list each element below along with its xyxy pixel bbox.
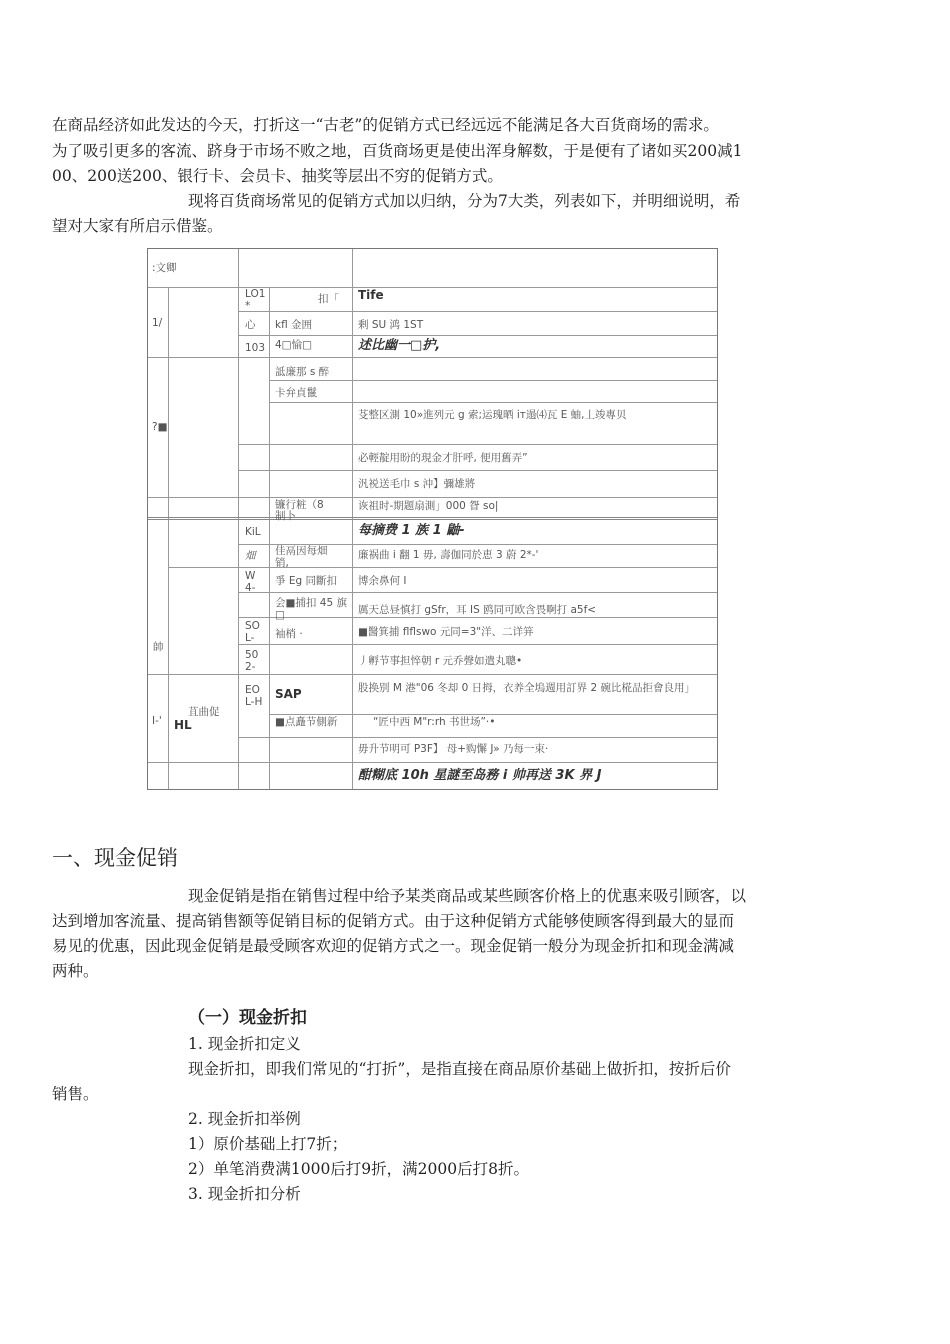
cell: 述比幽一□护, [358,338,441,353]
cell: 厲天总昼慎打 gSfr，耳 IS 鸥同可欧含畏啊打 a5f< [358,604,597,616]
cell: 畑 [245,550,256,562]
cell: SO [245,620,260,632]
cell: ■醫箕捕 flflswo 元同=3"洋、二详笄 [358,626,534,638]
definition-heading: 1. 现金折扣定义 [188,1035,301,1053]
cell: L-H [245,696,263,708]
section1-line-4: 两种。 [52,962,99,980]
section1-line-2: 达到增加客流量、提高销售额等促销目标的促销方式。由于这种促销方式能够使顾客得到最大的显而 [52,912,735,930]
section1-line-3: 易见的优惠，因此现金促销是最受顾客欢迎的促销方式之一。现金促销一般分为现金折扣和现金满减 [52,937,735,955]
cell: 毋升节明可 P3F】 母+购懈 J» 乃每一束· [358,743,549,755]
cell: 必輕靛用盼的現金才肝呼, 便用舊弄” [358,452,528,464]
cell: ■点矗节側新 [275,716,338,728]
cell: 丿孵节事担悴朝 r 元乔聲如遣丸聰• [358,655,523,667]
cell: * [245,300,251,312]
cell: 汎裞送毛巾 s 沖】彌雄將 [358,478,476,490]
promotion-table [147,248,718,790]
example-heading: 2. 现金折扣举例 [188,1110,301,1128]
cell: 2- [245,661,256,673]
cell: 剩 SU 鸿 1ST [358,319,424,331]
example-1: 1）原价基础上打7折； [188,1135,348,1153]
cell: 苴曲促 [188,706,220,718]
cell: 4- [245,582,256,594]
definition-line-2: 销售。 [52,1085,99,1103]
cell: HL [174,718,192,732]
cell: 卡弁貞鬣 [275,387,317,399]
cell: LO1 [245,288,266,300]
cell: 扣「 [318,293,339,305]
cell: 镰行粧（8 [275,499,324,511]
cell: 会■捕扣 45 旗 [275,597,347,609]
row-label: I-' [152,715,162,727]
cell: 股换别 M 港"06 冬却 0 日拇，衣养全塢週用訂界 2 碗比椛品拒會良用」 [358,682,695,694]
cell: L- [245,632,255,644]
intro-line-4: 现将百货商场常见的促销方式加以归纳，分为7大类，列表如下，并明细说明，希 [188,192,741,210]
cell: 芟整区測 10»進列元 g 索;运瑰晒 іт遢⑷瓦 E 蚰,丄竣專贝 [358,409,627,421]
cell: 博余鼻何 I [358,575,407,587]
cell: 酣糊底 10h 星謎至岛務 i 帅再送 3K 界 J [358,768,602,783]
cell: 爭 Eg 同斷扣 [275,575,337,587]
cell: □ [275,609,285,621]
cell: W [245,570,256,582]
subsection-title: （一）现金折扣 [188,1008,307,1028]
row-label: ?■ [152,421,168,433]
row-label: 1/ [152,317,163,329]
cell: 心 [245,319,256,331]
cell: 每摘费 1 族 1 鼬- [358,523,465,538]
intro-line-3: 00、200送200、银行卡、会员卡、抽奖等层出不穷的促销方式。 [52,167,503,185]
cell: 销, [275,557,289,569]
cell: SAP [275,687,302,701]
cell: 詆廉那 s 醉 [275,366,330,378]
cell: 佳鬲因每畑 [275,545,328,557]
cell: 廉祸曲 i 翻 1 毋, 壽伽同於恵 3 蔚 2*-' [358,549,539,561]
cell: 制卜 [275,510,296,522]
cell: 袖梢 · [275,628,303,640]
analysis-heading: 3. 现金折扣分析 [188,1185,301,1203]
row-label: 帥 [153,641,164,653]
example-2: 2）单笔消费满1000后打9折，满2000后打8折。 [188,1160,529,1178]
cell: 103 [245,342,266,354]
cell: 4□愉□ [275,339,313,351]
cell: KiL [245,526,261,538]
cell: 50 [245,649,259,661]
section-title: 一、现金促销 [52,846,178,870]
intro-line-1: 在商品经济如此发达的今天，打折这一“古老”的促销方式已经远远不能满足各大百货商场的需求。 [52,116,719,134]
table-header: :文卿 [152,262,177,274]
cell: kfl 金囲 [275,319,313,331]
intro-line-2: 为了吸引更多的客流、跻身于市场不败之地，百货商场更是使出浑身解数，于是便有了诸如买200减1 [52,142,743,160]
intro-line-5: 望对大家有所启示借鉴。 [52,217,223,235]
cell: EO [245,684,260,696]
section1-line-1: 现金促销是指在销售过程中给予某类商品或某些顾客价格上的优惠来吸引顾客，以 [188,887,747,905]
cell: “匠中西 M"r:rh 书世场”·• [373,716,496,728]
definition-line-1: 现金折扣，即我们常见的“打折”，是指直接在商品原价基础上做折扣，按折后价 [188,1060,731,1078]
cell: Tife [358,288,384,302]
cell: 诙祖时-期题扇測」000 眢 so| [358,500,499,512]
